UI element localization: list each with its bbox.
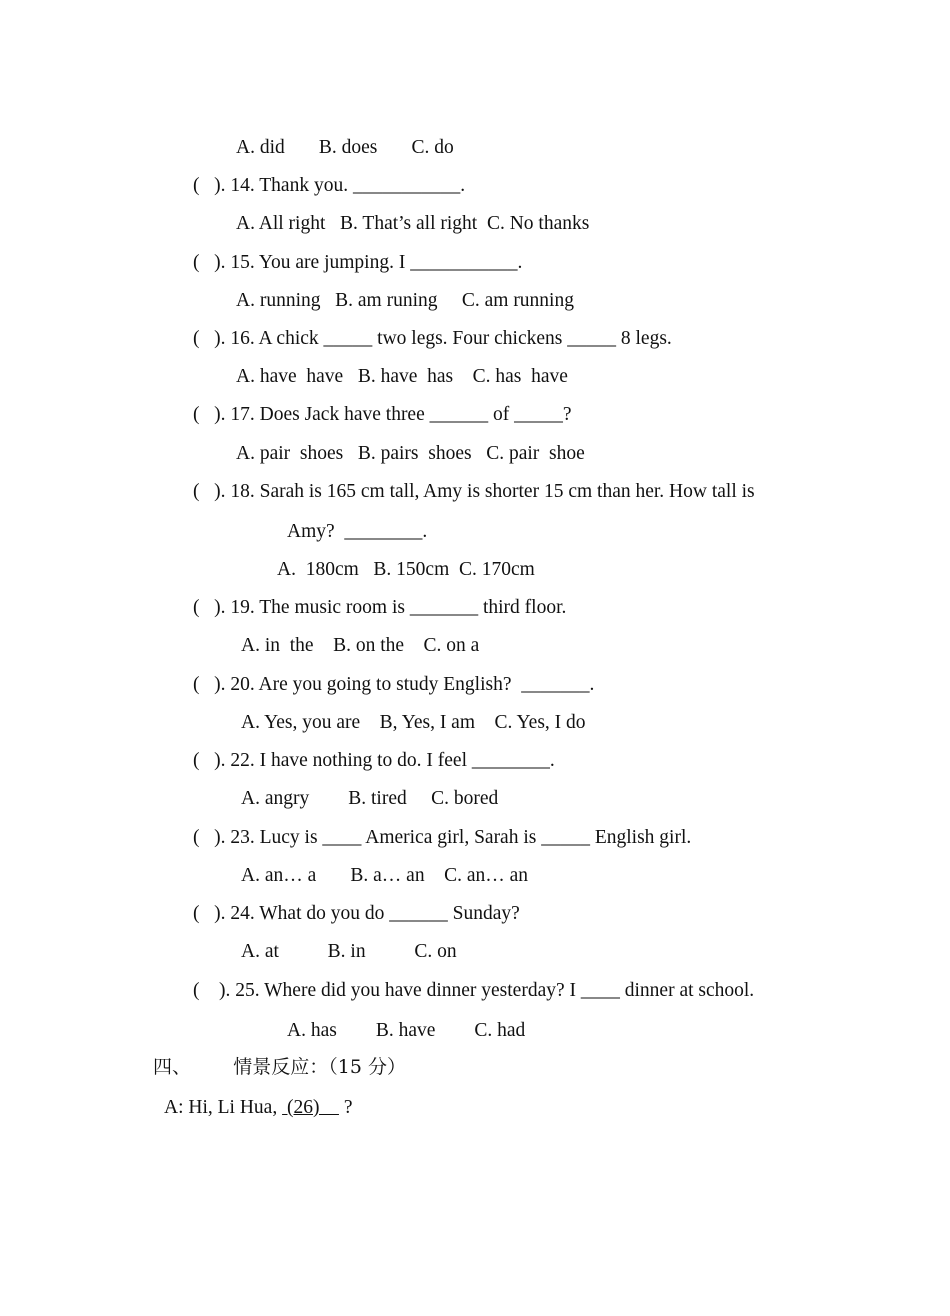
q17-question: ( ). 17. Does Jack have three ______ of _____? — [193, 404, 572, 425]
q22-question: ( ). 22. I have nothing to do. I feel ________. — [193, 750, 555, 771]
q23-question: ( ). 23. Lucy is ____ America girl, Sarah is _____ English girl. — [193, 827, 692, 848]
q15-question: ( ). 15. You are jumping. I ___________. — [193, 252, 523, 273]
q20-options: A. Yes, you are B, Yes, I am C. Yes, I do — [241, 712, 586, 733]
dialog-suffix: ? — [338, 1097, 353, 1118]
q23-options: A. an… a B. a… an C. an… an — [241, 865, 529, 886]
q16-options: A. have have B. have has C. has have — [236, 366, 568, 387]
answer-blank-26[interactable]: (26) — [282, 1097, 339, 1118]
q18-options: A. 180cm B. 150cm C. 170cm — [277, 559, 535, 580]
q24-question: ( ). 24. What do you do ______ Sunday? — [193, 903, 520, 924]
q19-options: A. in the B. on the C. on a — [241, 635, 480, 656]
q14-options: A. All right B. That’s all right C. No thanks — [236, 213, 590, 234]
section-heading: 四、 情景反应：（15 分） — [153, 1056, 406, 1078]
q25-question: ( ). 25. Where did you have dinner yesterday? I ____ dinner at school. — [193, 980, 755, 1001]
q25-options: A. has B. have C. had — [287, 1020, 526, 1041]
dialog-line — [164, 1098, 352, 1118]
q17-options: A. pair shoes B. pairs shoes C. pair shoe — [236, 443, 585, 464]
q13-options: A. did B. does C. do — [236, 137, 454, 158]
q18-question: ( ). 18. Sarah is 165 cm tall, Amy is shorter 15 cm than her. How tall is — [193, 481, 755, 502]
dialog-prefix: A: Hi, Li Hua, — [164, 1097, 283, 1118]
q24-options: A. at B. in C. on — [241, 941, 457, 962]
q16-question: ( ). 16. A chick _____ two legs. Four chickens _____ 8 legs. — [193, 328, 672, 349]
q19-question: ( ). 19. The music room is _______ third floor. — [193, 597, 567, 618]
q14-question: ( ). 14. Thank you. ___________. — [193, 175, 466, 196]
q15-options: A. running B. am runing C. am running — [236, 290, 574, 311]
q22-options: A. angry B. tired C. bored — [241, 788, 499, 809]
q20-question: ( ). 20. Are you going to study English? _______. — [193, 674, 595, 695]
q18-question-continued: Amy? ________. — [287, 521, 428, 542]
